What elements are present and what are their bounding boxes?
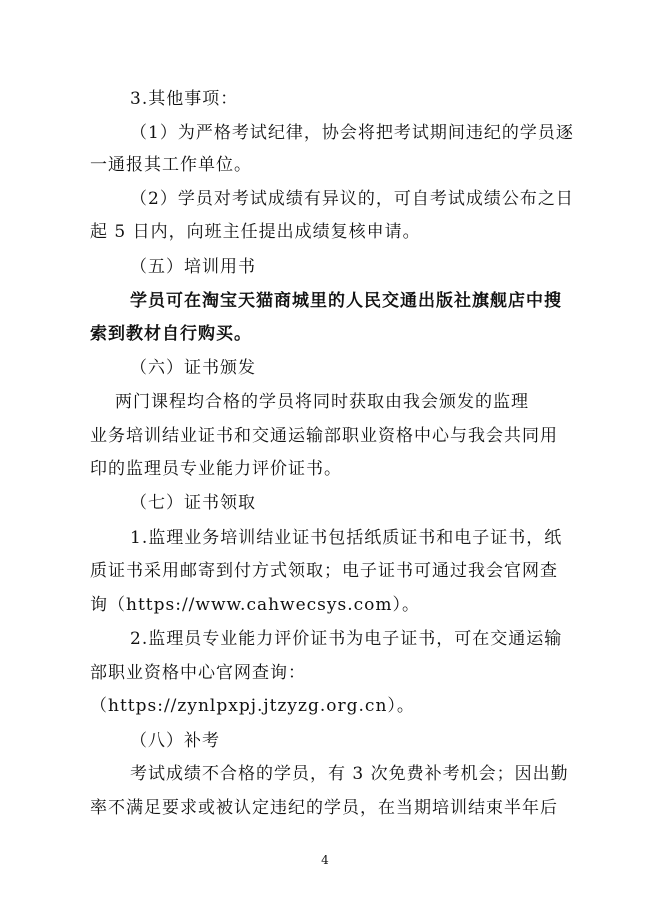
paragraph-line: 率不满足要求或被认定违纪的学员，在当期培训结束半年后 [90, 798, 558, 818]
section-heading-certificate-issue: （六）证书颁发 [130, 358, 256, 378]
bold-paragraph-line: 索到教材自行购买。 [90, 324, 252, 344]
section-heading-makeup-exam: （八）补考 [130, 731, 220, 751]
paragraph-line-url: （https://zynlpxpj.jtzyzg.org.cn）。 [90, 696, 415, 716]
section-heading-other-matters: 3.其他事项： [130, 89, 239, 109]
paragraph-line-url: 询（https://www.cahwecsys.com）。 [90, 595, 421, 615]
paragraph-line: 一通报其工作单位。 [90, 155, 252, 175]
paragraph-line: 印的监理员专业能力评价证书。 [90, 459, 342, 479]
page-number: 4 [321, 853, 329, 867]
section-heading-training-books: （五）培训用书 [130, 257, 256, 277]
paragraph-line: 1.监理业务培训结业证书包括纸质证书和电子证书，纸 [130, 528, 563, 548]
bold-paragraph-line: 学员可在淘宝天猫商城里的人民交通出版社旗舰店中搜 [130, 291, 562, 311]
paragraph-line: 2.监理员专业能力评价证书为电子证书，可在交通运输 [130, 629, 563, 649]
paragraph-line: 两门课程均合格的学员将同时获取由我会颁发的监理 [115, 392, 529, 412]
paragraph-line: 质证书采用邮寄到付方式领取；电子证书可通过我会官网查 [90, 561, 558, 581]
paragraph-line: （1）为严格考试纪律，协会将把考试期间违纪的学员逐 [130, 123, 574, 143]
section-heading-certificate-collection: （七）证书领取 [130, 493, 256, 513]
paragraph-line: 考试成绩不合格的学员，有 3 次免费补考机会；因出勤 [130, 764, 569, 784]
paragraph-line: （2）学员对考试成绩有异议的，可自考试成绩公布之日 [130, 189, 574, 209]
paragraph-line: 部职业资格中心官网查询： [90, 663, 306, 683]
paragraph-line: 起 5 日内，向班主任提出成绩复核申请。 [90, 222, 421, 242]
paragraph-line: 业务培训结业证书和交通运输部职业资格中心与我会共同用 [90, 426, 558, 446]
